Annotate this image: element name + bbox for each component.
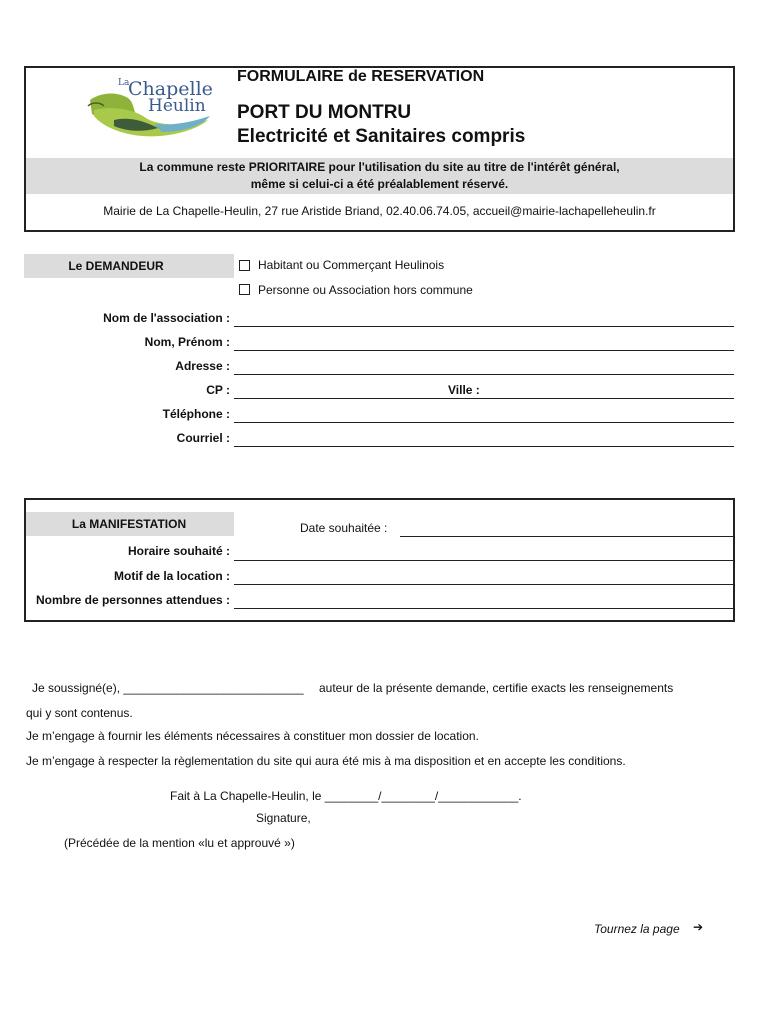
declaration-line1-part1: Je soussigné(e), ___________________________ [32, 681, 304, 695]
adresse-field[interactable] [234, 374, 734, 375]
telephone-field[interactable] [234, 422, 734, 423]
chapelle-heulin-logo [84, 76, 214, 142]
adresse-label: Adresse : [175, 359, 230, 373]
nom-label: Nom, Prénom : [144, 335, 230, 349]
cp-field[interactable] [234, 398, 734, 399]
motif-label: Motif de la location : [114, 569, 230, 583]
declaration-line3: Je m’engage à fournir les éléments nécessaires à constituer mon dossier de location. [26, 729, 479, 743]
cp-label: CP : [206, 383, 230, 397]
mairie-address: Mairie de La Chapelle-Heulin, 27 rue Aristide Briand, 02.40.06.74.05, accueil@mairie-lachapelleheulin.fr [103, 204, 656, 218]
horaire-field[interactable] [234, 560, 733, 561]
declaration-line2: qui y sont contenus. [26, 706, 133, 720]
declaration-line4: Je m’engage à respecter la règlementation du site qui aura été mis à ma disposition et en accepte les conditions. [26, 754, 626, 768]
turn-page-text: Tournez la page [594, 922, 680, 936]
signature-label: Signature, [256, 811, 311, 825]
checkbox-habitant[interactable] [239, 260, 250, 271]
association-field[interactable] [234, 326, 734, 327]
date-field[interactable] [400, 536, 733, 537]
nom-field[interactable] [234, 350, 734, 351]
notice-line1: La commune reste PRIORITAIRE pour l'utilisation du site au titre de l'intérêt général, [139, 160, 620, 174]
option-hors-commune-label: Personne ou Association hors commune [258, 283, 473, 297]
telephone-label: Téléphone : [162, 407, 230, 421]
title-line1: PORT DU MONTRU [237, 102, 412, 123]
ville-label: Ville : [448, 383, 480, 397]
courriel-field[interactable] [234, 446, 734, 447]
personnes-field[interactable] [234, 608, 733, 609]
personnes-label: Nombre de personnes attendues : [35, 593, 230, 607]
association-label: Nom de l'association : [103, 311, 230, 325]
form-title: FORMULAIRE de RESERVATION [237, 68, 485, 85]
declaration-line1-part2: auteur de la présente demande, certifie exacts les renseignements [319, 681, 674, 695]
demandeur-label-text: Le DEMANDEUR [68, 259, 164, 273]
notice-line2: même si celui-ci a été préalablement réservé. [250, 177, 509, 191]
option-habitant-label: Habitant ou Commerçant Heulinois [258, 258, 445, 272]
horaire-label: Horaire souhaité : [127, 544, 230, 558]
arrow-right-icon: ➔ [693, 920, 704, 934]
logo-text-heulin: Heulin [148, 96, 206, 116]
checkbox-hors-commune[interactable] [239, 284, 250, 295]
courriel-label: Courriel : [176, 431, 230, 445]
mention-label: (Précédée de la mention «lu et approuvé ») [64, 836, 295, 850]
logo-text-la: La [118, 78, 130, 88]
motif-field[interactable] [234, 584, 733, 585]
date-label: Date souhaitée : [300, 521, 388, 535]
fait-a-line: Fait à La Chapelle-Heulin, le ________/________/____________. [170, 789, 522, 803]
title-line2: Electricité et Sanitaires compris [237, 126, 526, 147]
manifestation-label-text: La MANIFESTATION [71, 517, 187, 531]
logo-text-chapelle: Chapelle [128, 78, 213, 100]
